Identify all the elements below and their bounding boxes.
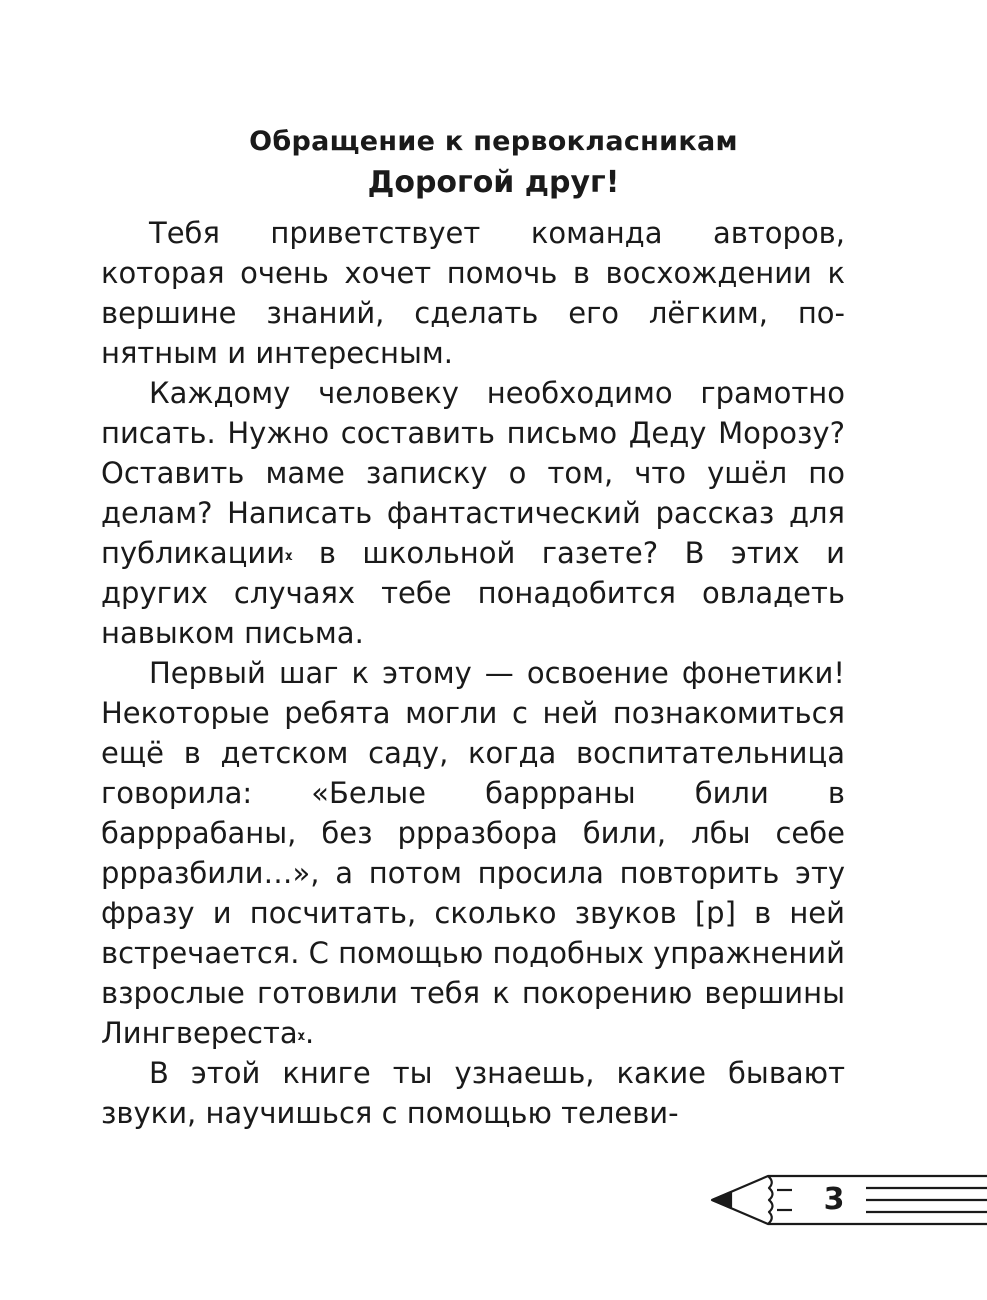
body-text [101, 213, 845, 1133]
page-number: 3 [823, 1182, 845, 1217]
page-heading [0, 122, 987, 204]
paragraph [101, 373, 845, 653]
paragraph [101, 1053, 845, 1133]
paragraph [101, 653, 845, 1053]
paragraph-text: В этой книге ты узнаешь, какие бывают звуки, научишься с помощью телеви- [101, 1056, 845, 1130]
page-title: Обращение к первокласникам [249, 126, 738, 157]
paragraph-text: Первый шаг к этому — освоение фонетики! Некоторые ребята могли с ней познакомиться ещё в детском саду, когда воспитательница говорила: «Белые баррраны били в барррабаны, без ррразбора били, лбы себе ррразбили…», а потом просила повторить эту фразу и посчитать, сколько звуков [р] в ней встречается. С помощью подобных упражнений взрослые готовили тебя к покорению вершины Лингвереста [101, 656, 845, 1050]
glossary-marker: ᵪ [285, 542, 293, 563]
glossary-marker: ᵪ [297, 1022, 305, 1043]
paragraph-text: в школьной газете? В этих и других случаях тебе понадобится овладеть навыком письма. [101, 536, 845, 650]
greeting: Дорогой друг! [367, 165, 620, 200]
paragraph-text: Каждому человеку необходимо грамотно писать. Нужно составить письмо Деду Морозу? Оставить маме записку о том, что ушёл по делам? Написать фантастический рассказ для публикации [101, 376, 845, 570]
paragraph-text: Тебя приветствует команда авторов, которая очень хочет помочь в восхождении к вершине знаний, сделать его лёгким, понятным и интересным. [101, 216, 845, 370]
paragraph-text: . [304, 1016, 315, 1050]
paragraph [101, 213, 845, 373]
